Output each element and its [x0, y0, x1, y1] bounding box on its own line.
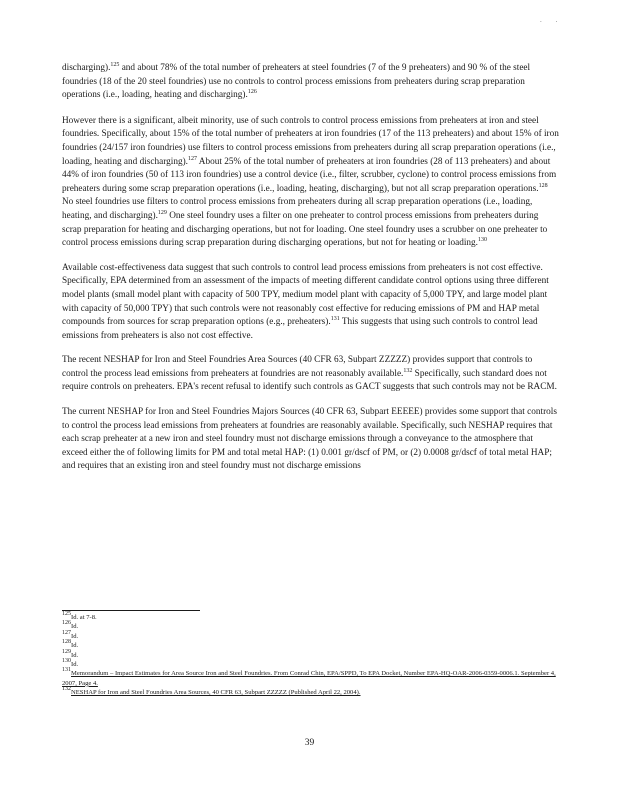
paragraph-text: Specifically, such standard does not require controls on preheaters. EPA's recent refusal to identify such controls as GACT suggests that such controls may not be RACM.: [62, 368, 557, 393]
footnote-separator: [62, 610, 200, 611]
footnote-number: 126: [62, 620, 71, 627]
paragraph-text: The recent NESHAP for Iron and Steel Foundries Area Sources (40 CFR 63, Subpart ZZZZZ) provides support that controls to control the process lead emissions from preheaters at foundries are not reasonably available.: [62, 355, 533, 379]
footnote: [62, 629, 572, 641]
footnote-number: 130: [62, 658, 71, 665]
footnote: [62, 622, 572, 631]
corner-mark: . .: [540, 16, 564, 24]
footnote-ref: 126: [247, 89, 257, 96]
paragraph-text: Available cost-effectiveness data suggest that such controls to control lead process emissions from preheaters is not cost effective. Specifically, EPA determined from an assessment of the impacts of meeting different candidate control options using three different model plants (small model plant with capacity of 500 TPY, medium model plant with capacity of 5,000 TPY, and large model plant with capacity of 50,000 TPY) that such controls were not reasonably cost effective for reducing emissions of PM and HAP metal compounds from sources for scrap preparation options (e.g., preheaters).: [62, 262, 549, 328]
paragraph-text: No steel foundries use filters to control process emissions from preheaters during all scrap preparation operations (i.e., loading, heating, and discharging).: [62, 197, 533, 221]
paragraph-text: discharging).: [62, 63, 111, 73]
footnote-number: 129: [62, 648, 71, 655]
footnote-number: 125: [62, 611, 71, 617]
paragraph-text: This suggests that using such controls to control lead emissions from preheaters is also not cost effective.: [62, 317, 538, 341]
footnote-ref: 131: [330, 316, 340, 323]
paragraph-1: [62, 62, 559, 103]
paragraph-4: [62, 354, 559, 395]
footnote-text: Memorandum – Impact Estimates for Area Source Iron and Steel Foundries. From Conrad Chin, EPA/SPPD, To EPA Docket, Number EPA-HQ-OAR-2006-0359-0006.1. September 4, 2007, Page 4.: [62, 670, 556, 687]
footnote-ref: 130: [478, 237, 487, 244]
paragraph-text: However there is a significant, albeit minority, use of such controls to control process emissions from preheaters at iron and steel foundries. Specifically, about 15% of the total number of preheaters at iron foundries (17 of the 113 preheaters) and about 15% of iron foundries (24/157 iron foundries) use filters to control process emissions from preheaters during all scrap preparation operations (i.e., loading, heating and discharging).: [62, 115, 559, 167]
paragraph-3: [62, 262, 559, 344]
footnote-text: NESHAP for Iron and Steel Foundries Area Sources, 40 CFR 63, Subpart ZZZZZ (Published April 22, 2004).: [71, 689, 361, 697]
footnote-text: Id.: [71, 651, 79, 659]
footnotes: [62, 613, 572, 698]
body-text: [62, 62, 559, 485]
footnote: [62, 660, 572, 669]
footnote-text: Id.: [71, 623, 79, 631]
footnote-ref: 129: [157, 209, 167, 216]
footnote: [62, 688, 572, 697]
footnote-number: 132: [62, 686, 71, 693]
footnote-number: 128: [62, 639, 71, 646]
footnote-text: Id.: [71, 661, 79, 669]
footnote: [62, 641, 572, 650]
footnote-text: Id.: [71, 632, 79, 640]
paragraph-text: and about 78% of the total number of preheaters at steel foundries (7 of the 9 preheaters) and 90 % of the steel foundries (18 of the 20 steel foundries) use no controls to control process emissions from preheaters during scrap preparation operations (i.e., loading, heating and discharging).: [62, 63, 531, 101]
footnote: [62, 613, 572, 622]
footnote-text: Id.: [71, 642, 79, 650]
footnote-ref: 127: [187, 155, 197, 162]
footnote-ref: 132: [403, 367, 413, 374]
footnote-number: 131: [62, 667, 71, 674]
footnote-ref: 128: [538, 182, 548, 189]
paragraph-text: One steel foundry uses a filter on one preheater to control process emissions from preheaters during scrap preparation for heating and discharging operations, but not for loading. One steel foundry uses a scrubber on one preheater to control process emissions during scrap preparation during discharging operations, but not for heating or loading.: [62, 210, 548, 249]
footnote: [62, 669, 572, 688]
paragraph-2: [62, 115, 559, 251]
paragraph-text: The current NESHAP for Iron and Steel Foundries Majors Sources (40 CFR 63, Subpart EEEEE) provides some support that controls to control the process lead emissions from preheaters at foundries are reasonably available. Specifically, such NESHAP requires that each scrap preheater at a new iron and steel foundry must not discharge emissions through a conveyance to the atmosphere that exceed either the of following limits for PM and total metal HAP: (1) 0.001 gr/dscf of PM, or (2) 0.0008 gr/dscf of total metal HAP; and requires that an existing iron and steel foundry must not discharge emissions: [62, 407, 557, 472]
footnote-number: 127: [62, 629, 71, 636]
paragraph-text: About 25% of the total number of preheaters at iron foundries (28 of 113 preheaters) and about 44% of iron foundries (50 of 113 iron foundries) use a control device (i.e., filter, scrubber, cyclone) to control process emissions from preheaters during some scrap preparation operations (i.e., loading, heating, discharging), but not all scrap preparation operations.: [62, 156, 557, 194]
page-number: 39: [304, 738, 315, 748]
footnote-ref: 125: [110, 62, 120, 68]
footnote: [62, 648, 572, 660]
paragraph-5: [62, 406, 559, 474]
footnote-text: Id. at 7-8.: [71, 614, 97, 621]
